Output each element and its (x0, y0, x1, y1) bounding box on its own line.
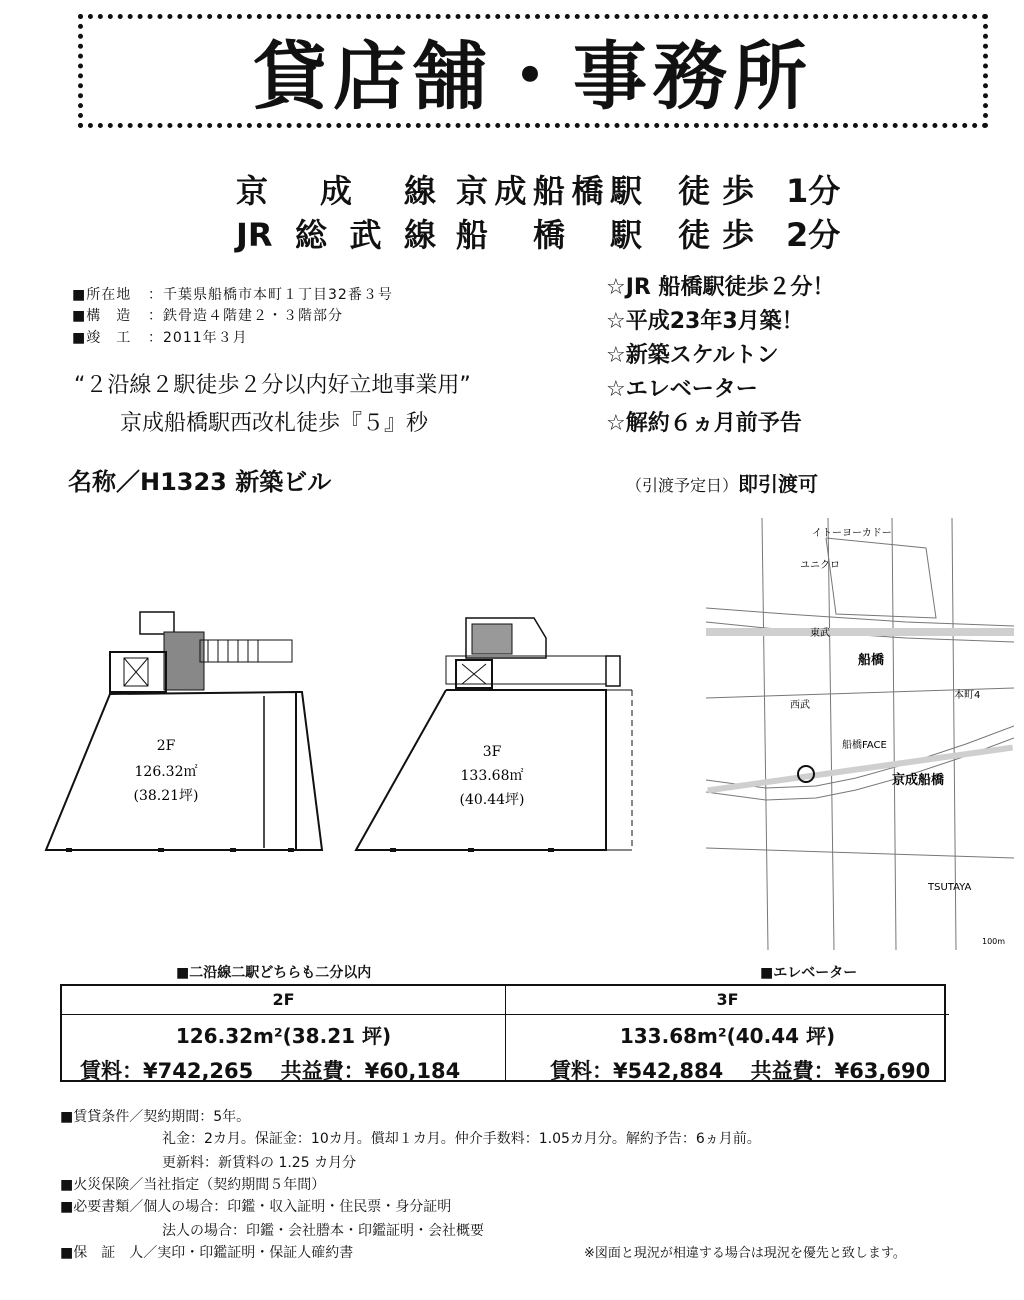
map-label: 東武 (810, 628, 830, 639)
plan-tsubo: (38.21坪) (133, 788, 199, 804)
handover-value: 即引渡可 (738, 472, 819, 496)
plan-area: 133.68㎡ (460, 768, 524, 784)
rent-column-2f (62, 986, 505, 1083)
access-line: JR総武線 (236, 216, 436, 254)
map-label: 西武 (790, 700, 810, 711)
section-label-access: ■二沿線二駅どちらも二分以内 (176, 965, 372, 981)
terms-insurance: ■火災保険／当社指定（契約期間５年間） (60, 1177, 326, 1193)
feature-item: ☆解約６ヵ月前予告 (606, 411, 802, 436)
map-label: 本町4 (954, 690, 981, 701)
plan-area: 126.32㎡ (134, 764, 198, 780)
disclaimer-note: ※図面と現況が相違する場合は現況を優先と致します。 (584, 1246, 906, 1261)
map-scale: 100m (982, 937, 1006, 946)
fee-label: 共益費： (280, 1059, 365, 1083)
map-label: 船橋FACE (842, 740, 887, 751)
access-station: 船橋駅 (456, 216, 642, 254)
feature-item: ☆平成23年3月築！ (606, 309, 804, 334)
rent-label: 賃料： (80, 1059, 143, 1083)
rent-label: 賃料： (550, 1059, 613, 1083)
handover-label: （引渡予定日） (626, 476, 739, 495)
plan-tsubo: (40.44坪) (459, 792, 525, 808)
feature-item: ☆新築スケルトン (606, 343, 779, 368)
fee-label: 共益費： (750, 1059, 835, 1083)
info-label: ■構 造 (72, 308, 132, 324)
access-time: 2分 (786, 216, 841, 254)
access-line-jr (236, 210, 840, 256)
info-value: ：鉄骨造４階建２・３階部分 (148, 308, 343, 324)
map-label: イトーヨーカドー (812, 528, 892, 539)
rent-table (60, 984, 946, 1082)
area-map (706, 518, 1014, 950)
rent-price-row (506, 1055, 949, 1085)
section-label-elevator: ■エレベーター (760, 965, 858, 981)
map-label: TSUTAYA (928, 882, 972, 893)
fee-value: ¥60,184 (364, 1059, 461, 1083)
rent-area: 133.68m²(40.44 坪) (619, 1024, 836, 1048)
terms-docs-individual: ■必要書類／個人の場合：印鑑・収入証明・住民票・身分証明 (60, 1199, 452, 1215)
slogan-main: “２沿線２駅徒歩２分以内好立地事業用” (74, 373, 471, 398)
slogan-sub: 京成船橋駅西改札徒歩『５』秒 (120, 411, 429, 436)
rent-price-row (62, 1055, 505, 1085)
rent-floor: 3F (506, 986, 949, 1015)
terms-renewal: 更新料：新賃料の 1.25 カ月分 (162, 1155, 357, 1171)
building-name: 名称／H1323 新築ビル (68, 468, 332, 496)
rent-floor: 2F (62, 986, 505, 1015)
info-value: ：2011年３月 (148, 330, 248, 346)
handover (626, 468, 818, 497)
access-walk: 徒歩 (678, 172, 754, 210)
info-built (72, 327, 248, 347)
map-label: 船橋 (858, 653, 885, 668)
feature-item: ☆JR 船橋駅徒歩２分！ (606, 275, 835, 300)
floor-plan-2f (40, 604, 340, 874)
terms-docs-corp: 法人の場合：印鑑・会社謄本・印鑑証明・会社概要 (162, 1223, 484, 1239)
info-label: ■所在地 (72, 287, 132, 303)
info-location (72, 284, 393, 304)
terms-money: 礼金：2カ月。保証金：10カ月。償却１カ月。仲介手数料：1.05カ月分。解約予告：6ヵ月前。 (162, 1131, 761, 1147)
access-walk: 徒歩 (678, 216, 754, 254)
access-line-keisei (236, 166, 840, 212)
access-station: 京成船橋駅 (456, 172, 642, 210)
rent-value: ¥542,884 (613, 1059, 724, 1083)
floor-plan-3f (348, 604, 648, 874)
plan-floor-label: 3F (482, 744, 502, 760)
map-label: ユニクロ (800, 560, 840, 571)
info-structure (72, 305, 343, 325)
terms-guarantor: ■保 証 人／実印・印鑑証明・保証人確約書 (60, 1245, 354, 1261)
feature-item: ☆エレベーター (606, 377, 758, 402)
title-box (78, 14, 988, 128)
rent-value: ¥742,265 (143, 1059, 254, 1083)
access-line: 京成線 (236, 172, 436, 210)
info-value: ：千葉県船橋市本町１丁目32番３号 (148, 287, 393, 303)
fee-value: ¥63,690 (834, 1059, 931, 1083)
info-label: ■竣 工 (72, 330, 132, 346)
plan-floor-label: 2F (156, 738, 176, 754)
rent-area: 126.32m²(38.21 坪) (175, 1024, 392, 1048)
map-label: 京成船橋 (892, 773, 945, 788)
rent-column-3f (505, 986, 949, 1083)
page-title: 貸店舗・事務所 (253, 34, 813, 120)
access-time: 1分 (786, 172, 841, 210)
terms-contract: ■賃貸条件／契約期間：5年。 (60, 1109, 251, 1125)
